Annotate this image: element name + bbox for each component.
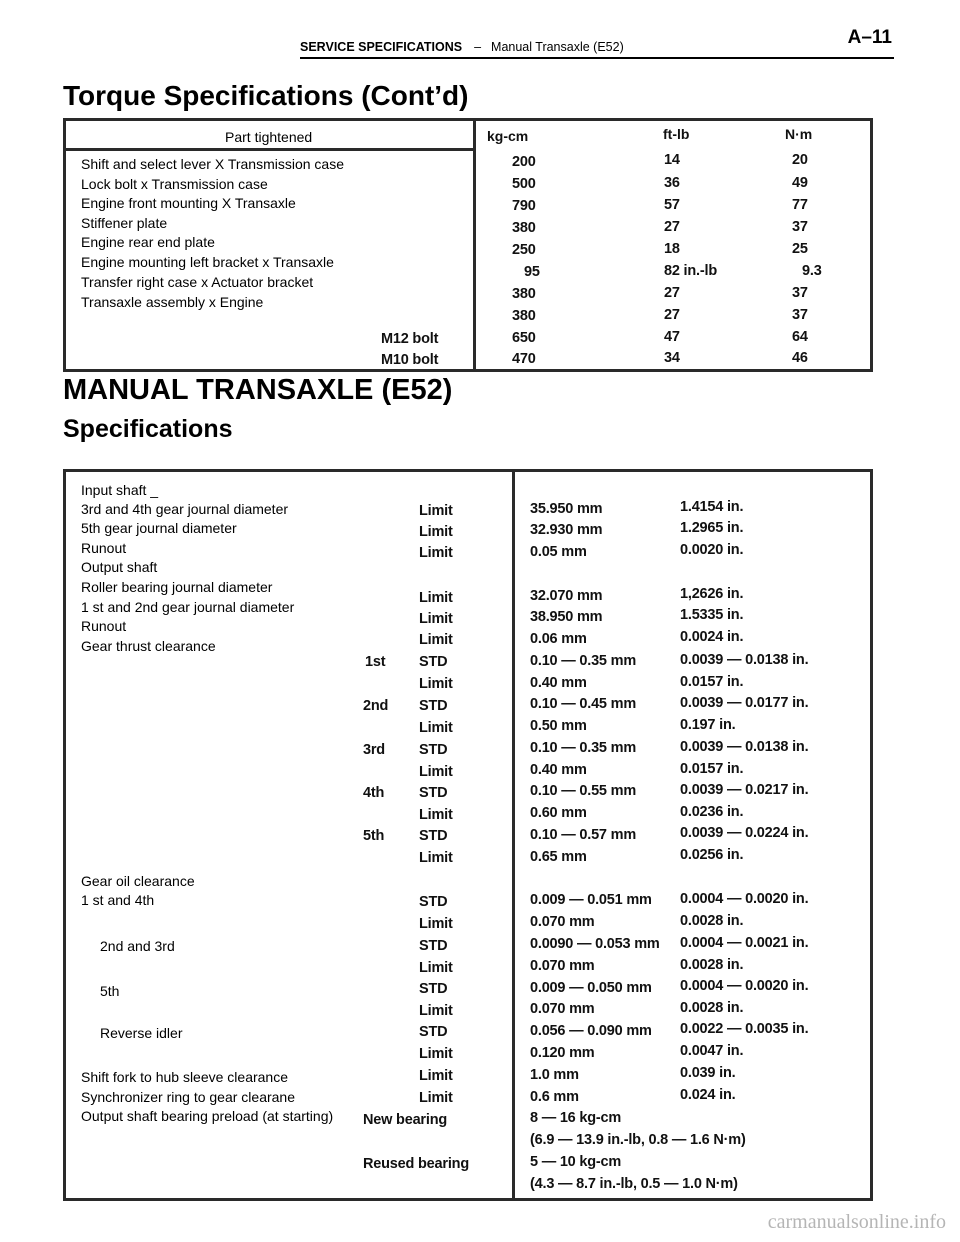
spec-label: Output shaft xyxy=(81,559,158,575)
torque-nm: 37 xyxy=(792,285,808,301)
torque-part: Engine mounting left bracket x Transaxle xyxy=(81,254,334,270)
spec-imperial: 0.0004 — 0.0020 in. xyxy=(680,891,809,907)
spec-type: Limit xyxy=(419,764,453,780)
spec-metric: 35.950 mm xyxy=(530,501,603,517)
torque-sub-label: M10 bolt xyxy=(381,352,439,368)
spec-metric: 0.120 mm xyxy=(530,1045,595,1061)
spec-label: Input shaft _ xyxy=(81,482,159,498)
spec-metric: 32.070 mm xyxy=(530,588,603,604)
torque-header-ftlb: ft-lb xyxy=(663,126,690,142)
torque-sub-label: M12 bolt xyxy=(381,331,439,347)
spec-imperial: 0.0004 — 0.0020 in. xyxy=(680,978,809,994)
spec-metric: 0.10 — 0.45 mm xyxy=(530,696,637,712)
torque-nm: 20 xyxy=(792,152,808,168)
spec-imperial: 0.0236 in. xyxy=(680,804,744,820)
spec-gear: 5th xyxy=(363,828,385,844)
torque-ftlb: 27 xyxy=(664,219,680,235)
spec-type: STD xyxy=(419,654,448,670)
spec-type: Limit xyxy=(419,960,453,976)
spec-metric: 0.50 mm xyxy=(530,718,587,734)
spec-imperial: 0.0157 in. xyxy=(680,761,744,777)
spec-metric: 0.40 mm xyxy=(530,762,587,778)
spec-imperial: 1.2965 in. xyxy=(680,520,744,536)
header-separator: – xyxy=(474,40,482,54)
spec-type: Limit xyxy=(419,1003,453,1019)
spec-type: STD xyxy=(419,698,448,714)
torque-header-nm: N·m xyxy=(785,126,813,142)
spec-type: New bearing xyxy=(363,1112,448,1128)
spec-imperial: 0.0022 — 0.0035 in. xyxy=(680,1021,809,1037)
spec-metric: 0.6 mm xyxy=(530,1089,579,1105)
spec-label: 1 st and 4th xyxy=(81,892,155,908)
spec-type: STD xyxy=(419,981,448,997)
spec-imperial: 0.0039 — 0.0177 in. xyxy=(680,695,809,711)
spec-metric: (6.9 — 13.9 in.-lb, 0.8 — 1.6 N·m) xyxy=(530,1132,746,1148)
spec-metric: 0.60 mm xyxy=(530,805,587,821)
spec-type: Limit xyxy=(419,524,453,540)
torque-part: Transaxle assembly x Engine xyxy=(81,294,264,310)
spec-metric: 0.056 — 0.090 mm xyxy=(530,1023,652,1039)
spec-imperial: 1.5335 in. xyxy=(680,607,744,623)
torque-nm: 64 xyxy=(792,329,808,345)
spec-metric: 0.10 — 0.35 mm xyxy=(530,740,637,756)
spec-imperial: 0.0039 — 0.0217 in. xyxy=(680,782,809,798)
torque-ftlb: 27 xyxy=(664,307,680,323)
spec-imperial: 1,2626 in. xyxy=(680,586,744,602)
spec-imperial: 0.0047 in. xyxy=(680,1043,744,1059)
section-title: MANUAL TRANSAXLE (E52) xyxy=(63,374,453,406)
torque-kgcm: 200 xyxy=(512,154,536,170)
spec-type: Limit xyxy=(419,850,453,866)
spec-type: Limit xyxy=(419,1046,453,1062)
spec-type: STD xyxy=(419,785,448,801)
spec-metric: 0.06 mm xyxy=(530,631,587,647)
running-header xyxy=(300,40,624,54)
torque-kgcm: 650 xyxy=(512,330,536,346)
spec-metric: 32.930 mm xyxy=(530,522,603,538)
spec-imperial: 0.0039 — 0.0224 in. xyxy=(680,825,809,841)
spec-type: STD xyxy=(419,742,448,758)
spec-metric: 0.0090 — 0.053 mm xyxy=(530,936,660,952)
spec-imperial: 0.0039 — 0.0138 in. xyxy=(680,739,809,755)
spec-metric: 0.070 mm xyxy=(530,958,595,974)
torque-ftlb: 27 xyxy=(664,285,680,301)
spec-imperial: 0.0039 — 0.0138 in. xyxy=(680,652,809,668)
spec-type: Limit xyxy=(419,590,453,606)
torque-kgcm: 380 xyxy=(512,308,536,324)
spec-label: 1 st and 2nd gear journal diameter xyxy=(81,599,295,615)
spec-imperial: 0.0256 in. xyxy=(680,847,744,863)
torque-ftlb: 47 xyxy=(664,329,680,345)
spec-gear: 1st xyxy=(365,654,386,670)
torque-column-divider xyxy=(473,118,476,372)
torque-header-part: Part tightened xyxy=(225,129,313,145)
spec-type: Limit xyxy=(419,503,453,519)
header-section: SERVICE SPECIFICATIONS xyxy=(300,40,463,54)
torque-kgcm: 95 xyxy=(524,264,540,280)
spec-label: Runout xyxy=(81,540,127,556)
torque-ftlb: 82 in.-lb xyxy=(664,263,717,279)
watermark: carmanualsonline.info xyxy=(767,1211,946,1233)
spec-type: STD xyxy=(419,828,448,844)
torque-kgcm: 250 xyxy=(512,242,536,258)
spec-type: Reused bearing xyxy=(363,1156,469,1172)
torque-ftlb: 57 xyxy=(664,197,680,213)
torque-kgcm: 380 xyxy=(512,220,536,236)
spec-metric: 38.950 mm xyxy=(530,609,603,625)
spec-metric: 0.65 mm xyxy=(530,849,587,865)
spec-imperial: 0.0157 in. xyxy=(680,674,744,690)
spec-label: 3rd and 4th gear journal diameter xyxy=(81,501,289,517)
spec-gear: 2nd xyxy=(363,698,389,714)
spec-imperial: 0.197 in. xyxy=(680,717,736,733)
torque-part: Lock bolt x Transmission case xyxy=(81,176,268,192)
spec-type: STD xyxy=(419,894,448,910)
spec-metric: 0.40 mm xyxy=(530,675,587,691)
spec-label: Gear thrust clearance xyxy=(81,638,216,654)
header-chapter: Manual Transaxle (E52) xyxy=(491,40,624,54)
torque-kgcm: 500 xyxy=(512,176,536,192)
spec-metric: 0.070 mm xyxy=(530,1001,595,1017)
spec-imperial: 0.0028 in. xyxy=(680,1000,744,1016)
spec-imperial: 0.0020 in. xyxy=(680,542,744,558)
spec-metric: 0.070 mm xyxy=(530,914,595,930)
spec-metric: (4.3 — 8.7 in.-lb, 0.5 — 1.0 N·m) xyxy=(530,1176,738,1192)
spec-label: 5th xyxy=(100,983,120,999)
spec-type: Limit xyxy=(419,611,453,627)
spec-metric: 1.0 mm xyxy=(530,1067,579,1083)
spec-metric: 0.05 mm xyxy=(530,544,587,560)
torque-ftlb: 14 xyxy=(664,152,680,168)
spec-label: Shift fork to hub sleeve clearance xyxy=(81,1069,289,1085)
torque-part: Shift and select lever X Transmission case xyxy=(81,156,345,172)
spec-imperial: 0.0028 in. xyxy=(680,957,744,973)
spec-type: Limit xyxy=(419,916,453,932)
torque-ftlb: 34 xyxy=(664,350,680,366)
spec-metric: 0.10 — 0.35 mm xyxy=(530,653,637,669)
torque-nm: 37 xyxy=(792,307,808,323)
spec-imperial: 0.039 in. xyxy=(680,1065,736,1081)
spec-label: Runout xyxy=(81,618,127,634)
spec-label: Gear oil clearance xyxy=(81,873,195,889)
header-rule xyxy=(300,57,894,59)
torque-nm: 25 xyxy=(792,241,808,257)
spec-label: Roller bearing journal diameter xyxy=(81,579,273,595)
spec-metric: 0.009 — 0.051 mm xyxy=(530,892,652,908)
spec-metric: 0.10 — 0.55 mm xyxy=(530,783,637,799)
spec-imperial: 0.024 in. xyxy=(680,1087,736,1103)
torque-nm: 37 xyxy=(792,219,808,235)
torque-header-rule xyxy=(63,148,473,151)
torque-kgcm: 790 xyxy=(512,198,536,214)
spec-label: Output shaft bearing preload (at starting) xyxy=(81,1108,334,1124)
torque-kgcm: 470 xyxy=(512,351,536,367)
spec-type: STD xyxy=(419,1024,448,1040)
spec-type: STD xyxy=(419,938,448,954)
spec-type: Limit xyxy=(419,720,453,736)
torque-nm: 46 xyxy=(792,350,808,366)
spec-imperial: 0.0004 — 0.0021 in. xyxy=(680,935,809,951)
spec-type: Limit xyxy=(419,807,453,823)
torque-title: Torque Specifications (Cont’d) xyxy=(63,80,469,111)
spec-label: 2nd and 3rd xyxy=(100,938,175,954)
torque-part: Transfer right case x Actuator bracket xyxy=(81,274,314,290)
torque-nm: 9.3 xyxy=(802,263,822,279)
spec-metric: 0.10 — 0.57 mm xyxy=(530,827,637,843)
spec-gear: 3rd xyxy=(363,742,385,758)
spec-imperial: 0.0028 in. xyxy=(680,913,744,929)
torque-ftlb: 36 xyxy=(664,175,680,191)
spec-imperial: 1.4154 in. xyxy=(680,499,744,515)
spec-type: Limit xyxy=(419,1068,453,1084)
spec-label: 5th gear journal diameter xyxy=(81,520,237,536)
spec-label: Reverse idler xyxy=(100,1025,183,1041)
spec-type: Limit xyxy=(419,545,453,561)
spec-type: Limit xyxy=(419,632,453,648)
spec-type: Limit xyxy=(419,1090,453,1106)
torque-ftlb: 18 xyxy=(664,241,680,257)
specifications-title: Specifications xyxy=(63,415,233,443)
torque-nm: 77 xyxy=(792,197,808,213)
spec-imperial: 0.0024 in. xyxy=(680,629,744,645)
torque-part: Stiffener plate xyxy=(81,215,168,231)
page-number: A–11 xyxy=(847,27,892,48)
torque-kgcm: 380 xyxy=(512,286,536,302)
spec-metric: 8 — 16 kg-cm xyxy=(530,1110,622,1126)
spec-type: Limit xyxy=(419,676,453,692)
torque-header-kgcm: kg-cm xyxy=(487,128,529,144)
spec-metric: 5 — 10 kg-cm xyxy=(530,1154,622,1170)
torque-nm: 49 xyxy=(792,175,808,191)
torque-part: Engine rear end plate xyxy=(81,234,215,250)
spec-label: Synchronizer ring to gear clearane xyxy=(81,1089,296,1105)
specifications-column-divider xyxy=(512,469,515,1201)
torque-part: Engine front mounting X Transaxle xyxy=(81,195,296,211)
spec-metric: 0.009 — 0.050 mm xyxy=(530,980,652,996)
spec-gear: 4th xyxy=(363,785,385,801)
